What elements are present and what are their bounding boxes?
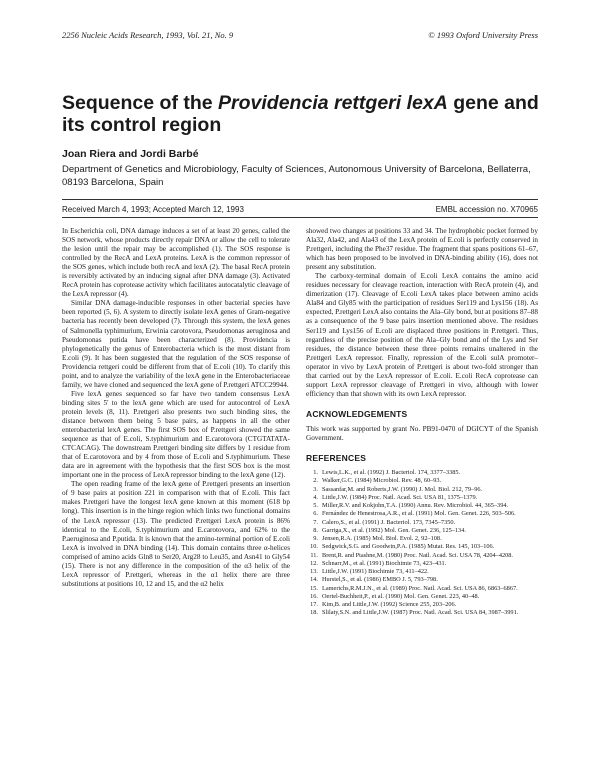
reference-item: 7. Calero,S., et al. (1991) J. Bacteriol. 173, 7345–7350. — [313, 518, 456, 526]
reference-item: 12. Schnarr,M., et al. (1991) Biochimie 73, 423–431. — [310, 559, 447, 567]
reference-item: 18. Slilaty,S.N. and Little,J.W. (1987) Proc. Natl. Acad. Sci. USA 84, 3987–3991. — [310, 609, 519, 617]
reference-item: 1. Lewis,L.K., et al. (1992) J. Bacteriol. 174, 3377–3385. — [313, 469, 461, 477]
reference-item: 9. Jensen,R.A. (1985) Mol. Biol. Evol. 2, 92–108. — [313, 535, 442, 543]
authors: Joan Riera and Jordi Barbé — [62, 148, 199, 160]
reference-item: 16. Oertel-Buchheit,P., et al. (1990) Mol. Gen. Genet. 223, 40–48. — [310, 592, 480, 600]
body-paragraph: In Escherichia coli, DNA damage induces a set of at least 20 genes, called the SOS network, whose products directly repair DNA or allow the cell to tolerate the lesion until the repair may be accomplished (1). The SOS response is controlled by the RecA and LexA proteins. LexA is the common repressor of the SOS genes, which include both recA and lexA (2). The basal RecA protein is reversibly activated by an inducing signal after DNA damage (3). Activated RecA protein has coprotease activity which facilitates autocatalytic cleavage of the LexA repressor (4). — [62, 227, 290, 299]
reference-item: 15. Lamerichs,R.M.J.N., et al. (1989) Proc. Natl. Acad. Sci. USA 86, 6863–6867. — [310, 584, 518, 592]
reference-item: 11. Brent,R. and Ptashne,M. (1980) Proc. Natl. Acad. Sci. USA 78, 4204–4208. — [310, 551, 513, 559]
reference-item: 10. Sedgwick,S.G. and Goodwin,P.A. (1985) Mutat. Res. 145, 103–106. — [310, 543, 495, 551]
reference-item: 13. Little,J.W. (1991) Biochimie 73, 411–422. — [310, 568, 429, 576]
acknowledgements-text: This work was supported by grant No. PB91-0470 of DGICYT of the Spanish Government. — [306, 424, 538, 442]
reference-item: 3. Sassanfar,M. and Roberts,J.W. (1990) J. Mol. Biol. 212, 79–96. — [313, 485, 483, 493]
received-dates: Received March 4, 1993; Accepted March 12, 1993 — [62, 205, 244, 214]
reference-item: 17. Kim,B. and Little,J.W. (1992) Science 255, 203–206. — [310, 601, 457, 609]
body-paragraph: The carboxy-terminal domain of E.coli LexA contains the amino acid residues necessary for cleavage reaction, interaction with RecA protein (4), and dimerization (17). Cleavage of E.coli LexA takes place between amino acids Ala84 and Gly85 with the participation of residues Ser119 and Lys156 (18). As expected, P.rettgeri LexA also contains the Ala–Gly bond, but at positions 87–88 as a consequence of the 9 base pairs insertion mentioned above. The residues Ser119 and Lys156 of E.coli are displaced three positions in P.rettgeri. Thus, regardless of the precise position of the Ala–Gly bond and of the Lys and Ser residues, the distance between these three points remains unaltered in the P.rettgeri LexA repressor. Finally, repression of the E.coli sulA promoter–operator in vivo by LexA protein of P.rettgeri is about two-fold stronger than that carried out by the LexA repressor of E.coli. E.coli RecA coprotease can support LexA repressor cleavage of P.rettgeri in vivo, although with lower efficiency than that shown with its own LexA repressor. — [306, 272, 538, 398]
body-paragraph: The open reading frame of the lexA gene of P.rettgeri presents an insertion of 9 base pairs at position 221 in comparison with that of E.coli. This fact makes P.rettgeri have the longest lexA gene known at this moment (618 bp long). This insertion is in the hinge region which links two functional domains of the LexA repressor (13). The predicted P.rettgeri LexA protein is 86% identical to the E.coli, S.typhimurium and E.carotovora, and 62% to the P.aeruginosa and P.putida. It is known that the amino-terminal portion of E.coli LexA is involved in DNA binding (14). This domain contains three α-helices comprised of amino acids Gln8 to Ser20, Arg28 to Leu35, and Asn41 to Gly54 (15). There is not any difference in the composition of the α3 helix of the LexA repressor of P.rettgeri, whereas in the α1 helix there are three substitutions at positions 10, 12 and 15, and the α2 helix — [62, 480, 290, 588]
title-part-2: gene and its control region — [62, 92, 539, 136]
reference-item: 5. Miller,R.V. and Kokjohn,T.A. (1990) Annu. Rev. Microbiol. 44, 365–394. — [313, 502, 509, 510]
title-italic: Providencia rettgeri lexA — [218, 92, 448, 114]
references-heading: REFERENCES — [306, 453, 367, 464]
embl-accession: EMBL accession no. X70965 — [435, 205, 538, 214]
running-head-right: © 1993 Oxford University Press — [428, 30, 538, 40]
reference-item: 2. Walker,G.C. (1984) Microbiol. Rev. 48, 60–93. — [313, 477, 442, 485]
acknowledgements-heading: ACKNOWLEDGEMENTS — [306, 408, 408, 419]
divider-bottom — [62, 217, 538, 218]
reference-item: 8. Garriga,X., et al. (1992) Mol. Gen. Genet. 236, 125–134. — [313, 526, 466, 534]
divider-top — [62, 199, 538, 200]
reference-item: 14. Hurstel,S., et al. (1986) EMBO J. 5, 793–798. — [310, 576, 438, 584]
title-part-1: Sequence of the — [62, 92, 219, 114]
body-paragraph: Similar DNA damage-inducible responses in other bacterial species have been reported (5, 6). A system to directly isolate lexA genes of Gram-negative bacteria has recently been developed (7). Through this system, the lexA genes of Salmonella typhimurium, Erwinia carotovora, Pseudomonas aeruginosa and Pseudomonas putida have been characterized (8). Providencia is phylogenetically the genus of Enterobacteria which is the most distant from E.coli (9). It has been suggested that the regulation of the SOS response of Providencia rettgeri could be different from that of E.coli (10). To clarify this point, and to analyze the variability of the lexA gene in the Enterobacteriaceae family, we have cloned and sequenced the lexA gene of P.rettgeri ATCC29944. — [62, 299, 290, 389]
body-paragraph: Five lexA genes sequenced so far have two tandem consensus LexA binding sites 5' to the lexA gene which are used for autocontrol of LexA protein levels (8, 11). P.rettgeri also presents two such binding sites, the distance between them being 5 base pairs, as happens in all the other enterobacterial lexA genes. The first SOS box of P.rettgeri showed the same sequence as that of E.coli, S.typhimurium and E.carotovora (CTGTATATA-CTCACAG). The downstream P.rettgeri binding site differs by 1 residue from that of E.carotovora and by 4 from those of E.coli and S.typhimurium. These data are in agreement with the hypothesis that the first SOS box is the most important one in the process of LexA repressor binding to the lexA gene (12). — [62, 389, 290, 480]
right-column — [306, 227, 538, 618]
references-list — [306, 469, 538, 618]
affiliation: Department of Genetics and Microbiology, Faculty of Sciences, Autonomous University of Barcelona, Bellaterra, 08193 Barcelona, Spain — [62, 164, 531, 188]
reference-item: 4. Little,J.W. (1984) Proc. Natl. Acad. Sci. USA 81, 1375–1379. — [313, 493, 478, 501]
running-head-left: 2256 Nucleic Acids Research, 1993, Vol. 21, No. 9 — [62, 30, 234, 40]
body-paragraph: showed two changes at positions 33 and 34. The hydrophobic pocket formed by Ala32, Ala42, and Ala43 of the LexA protein of E.coli is perfectly conserved in P.rettgeri, including the Phe37 residue. The fragment that spans positions 61–67, which has been proposed to be involved in DNA-binding ability (16), does not present any substitution. — [306, 227, 538, 272]
reference-item: 6. Fernández de Henestrosa,A.R., et al. (1991) Mol. Gen. Genet. 226, 503–506. — [313, 510, 516, 518]
left-column — [62, 227, 290, 589]
article-title — [62, 92, 542, 136]
running-head — [62, 30, 538, 40]
